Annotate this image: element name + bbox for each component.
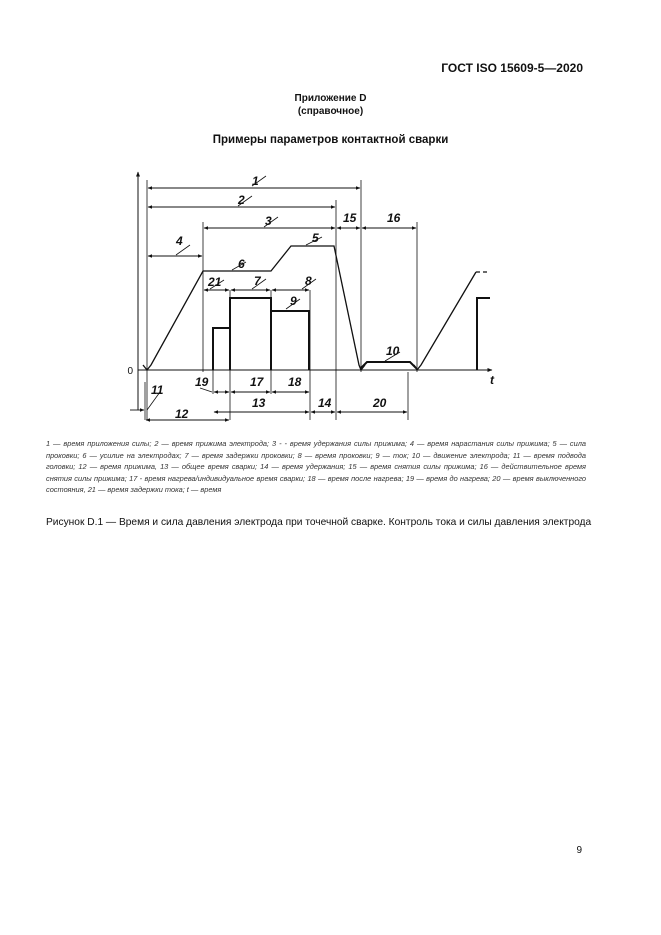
label-12: 12 [175, 407, 189, 421]
label-21: 21 [208, 275, 222, 289]
dimension-arrows [130, 188, 416, 420]
label-17: 17 [250, 375, 264, 389]
label-8: 8 [305, 274, 312, 288]
label-6: 6 [238, 257, 245, 271]
label-5: 5 [312, 231, 319, 245]
label-2: 2 [238, 193, 245, 207]
current-pulses [213, 298, 490, 370]
electrode-motion [361, 362, 416, 368]
label-4: 4 [176, 234, 183, 248]
figure-caption: Рисунок D.1 — Время и сила давления электрода при точечной сварке. Контроль тока и силы давления электрода [46, 517, 592, 528]
timing-diagram [0, 160, 661, 430]
time-axis-label: t [490, 373, 494, 387]
label-13: 13 [252, 396, 266, 410]
label-16: 16 [387, 211, 401, 225]
axes [138, 172, 492, 410]
annex-subtitle: (справочное) [297, 106, 364, 117]
document-code: ГОСТ ISO 15609-5—2020 [441, 61, 583, 75]
label-19: 19 [195, 375, 209, 389]
label-11: 11 [151, 383, 164, 397]
label-14: 14 [318, 396, 332, 410]
force-curve [143, 246, 490, 370]
figure-legend: 1 — время приложения силы; 2 — время прижима электрода; 3 - - время удержания силы прижима; 4 — время нарастания силы прижима; 5 — сила проковки; 6 — усилие на электродах; 7 — время задержки проковки; 8 — время проковки; 9 — ток; 10 — движение электрода; 11 — время подвода головки; 12 — время прижима, 13 — общее время сварки; 14 — время удержания; 15 — время снятия силы прижима; 16 — действительное время снятия силы прижима; 17 - время нагрева/индивидуальное время сварки; 18 — время после нагрева; 19 — время до нагрева; 20 — время выключенного состояния, 21 — время задержки тока; t — время [46, 439, 586, 495]
annex-heading [0, 92, 661, 118]
label-18: 18 [288, 375, 302, 389]
label-20: 20 [373, 396, 387, 410]
label-9: 9 [290, 294, 297, 308]
page-number: 9 [576, 845, 582, 856]
label-3: 3 [265, 214, 272, 228]
label-7: 7 [254, 274, 261, 288]
section-title: Примеры параметров контактной сварки [212, 134, 449, 146]
label-1: 1 [252, 174, 259, 188]
leader-lines [147, 176, 400, 410]
origin-label: 0 [127, 366, 133, 377]
extension-lines [145, 180, 417, 420]
label-15: 15 [343, 211, 357, 225]
diagram-labels [127, 174, 495, 421]
annex-title: Приложение D [294, 93, 367, 104]
label-10: 10 [386, 344, 400, 358]
